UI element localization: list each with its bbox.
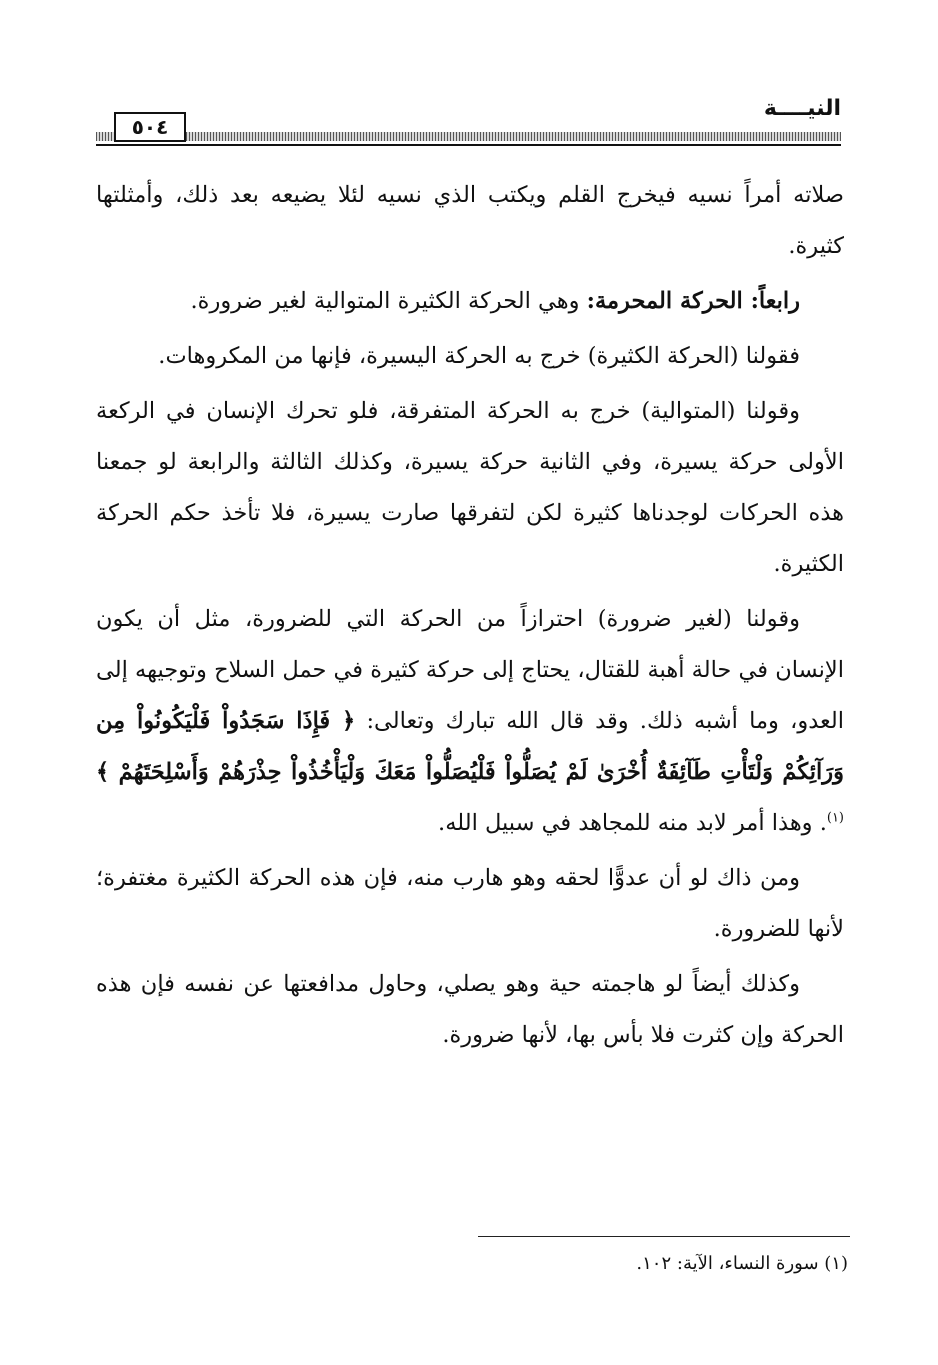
paragraph-2-text: وهي الحركة الكثيرة المتوالية لغير ضرورة.	[190, 288, 587, 314]
paragraph-7: وكذلك أيضاً لو هاجمته حية وهو يصلي، وحاول مدافعتها عن نفسه فإن هذه الحركة وإن كثرت فلا بأس بها، لأنها ضرورة.	[96, 971, 844, 1048]
paragraph-6: ومن ذاك لو أن عدوًّا لحقه وهو هارب منه، فإن هذه الحركة الكثيرة مغتفرة؛ لأنها للضرورة.	[96, 865, 844, 942]
page-number: ٥٠٤	[114, 112, 186, 142]
quran-verse: ﴿ فَإِذَا سَجَدُواْ فَلْيَكُونُواْ مِن وَرَآئِكُمْ وَلْتَأْتِ طَآئِفَةٌ أُخْرَىٰ لَمْ يُصَلُّواْ فَلْيُصَلُّواْ مَعَكَ وَلْيَأْخُذُواْ حِذْرَهُمْ وَأَسْلِحَتَهُمْ ﴾	[96, 708, 844, 785]
paragraph-2	[96, 276, 844, 327]
section-label-forbidden-movement: رابعاً: الحركة المحرمة:	[586, 288, 800, 314]
paragraph-1: صلاته أمراً نسيه فيخرج القلم ويكتب الذي نسيه لئلا يضيعه بعد ذلك، وأمثلتها كثيرة.	[96, 182, 844, 259]
paragraph-3: فقولنا (الحركة الكثيرة) خرج به الحركة اليسيرة، فإنها من المكروهات.	[158, 343, 800, 369]
page-header	[96, 94, 841, 154]
paragraph-5-tail: . وهذا أمر لابد منه للمجاهد في سبيل الله.	[438, 810, 827, 836]
footnote: (١) سورة النساء، الآية: ١٠٢.	[636, 1253, 848, 1274]
paragraph-5	[96, 594, 844, 849]
body-text	[96, 170, 844, 1065]
footnote-separator	[478, 1236, 850, 1237]
header-rule-line	[96, 144, 841, 146]
paragraph-5-text: وقولنا (لغير ضرورة) احترازاً من الحركة التي للضرورة، مثل أن يكون الإنسان في حالة أهبة للقتال، يحتاج إلى حركة كثيرة في حمل السلاح وتوجيهه إلى العدو، وما أشبه ذلك. وقد قال الله تبارك وتعالى:	[96, 606, 845, 734]
header-hatched-rule	[96, 132, 841, 141]
running-title: النيــــة	[763, 96, 841, 121]
footnote-reference[interactable]: (١)	[826, 810, 844, 826]
paragraph-4: وقولنا (المتوالية) خرج به الحركة المتفرقة، فلو تحرك الإنسان في الركعة الأولى حركة يسيرة، وفي الثانية حركة يسيرة، وكذلك الثالثة والرابعة لو جمعنا هذه الحركات لوجدناها كثيرة لكن لتفرقها صارت يسيرة، فلا تأخذ حكم الحركة الكثيرة.	[96, 398, 844, 577]
